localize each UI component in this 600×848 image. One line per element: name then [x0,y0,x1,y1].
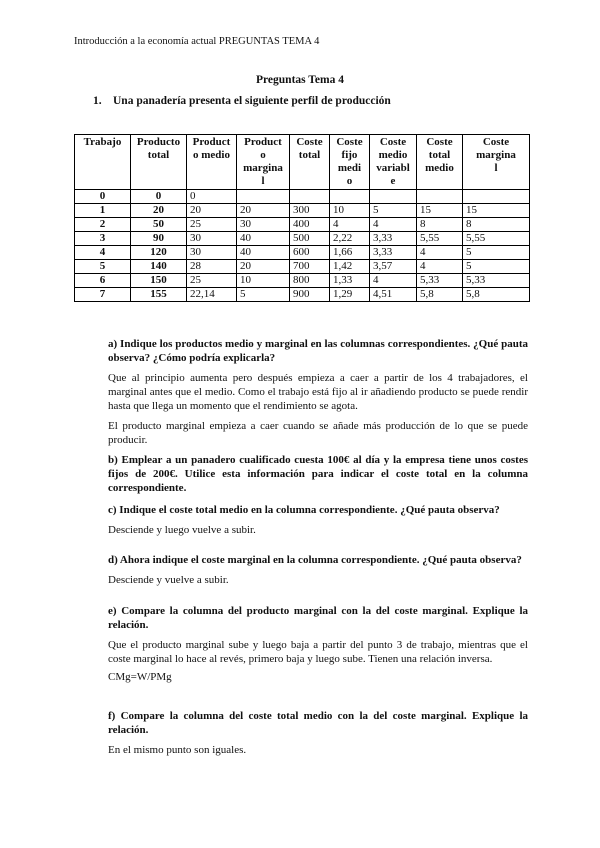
table-header-text: fijo [341,149,358,161]
table-header-text: Trabajo [83,136,122,148]
question-d [108,553,528,587]
table-cell: 1,33 [330,274,370,288]
question-e [108,604,528,684]
table-cell [330,190,370,204]
table-cell: 5,33 [463,274,530,288]
table-cell: 20 [187,204,237,218]
table-row [75,190,530,204]
table-cell: 800 [290,274,330,288]
table-cell: 5,55 [417,232,463,246]
question-1 [93,95,391,107]
table-cell: 20 [237,260,290,274]
table-cell: 4,51 [370,288,417,302]
table-cell: 4 [370,218,417,232]
table-cell: 1,29 [330,288,370,302]
table-header-cell [370,135,417,190]
table-header-text: Coste [296,136,323,148]
table-cell: 7 [75,288,131,302]
table-header-row [75,135,530,190]
table-cell: 20 [237,204,290,218]
table-cell: 4 [370,274,417,288]
table-header-text: medio [378,149,408,161]
table-row [75,232,530,246]
question-f [108,709,528,757]
table-cell: 5 [463,260,530,274]
table-cell: 8 [463,218,530,232]
table-header-text: l [494,162,498,174]
table-header-text: Coste [426,136,453,148]
table-cell: 5,55 [463,232,530,246]
table-row [75,260,530,274]
table-cell [370,190,417,204]
table-cell: 20 [131,204,187,218]
table-header-text: medio [425,162,454,174]
question-f-prompt: f) Compare la columna del coste total medio con la del coste marginal. Explique la relación. [108,710,528,736]
table-header-text: o [346,175,353,187]
table-cell: 1,66 [330,246,370,260]
table-cell: 40 [237,232,290,246]
table-cell: 0 [75,190,131,204]
table-cell: 155 [131,288,187,302]
table-cell: 10 [330,204,370,218]
production-table [74,134,530,302]
table-cell: 4 [75,246,131,260]
table-row [75,274,530,288]
question-b-prompt: b) Emplear a un panadero cualificado cuesta 100€ al día y la empresa tiene unos costes fijos de 200€. Utilice esta información para indicar el coste total en la columna correspondiente. [108,454,528,494]
table-header-text: Coste [379,136,407,148]
table-row [75,288,530,302]
table-cell: 6 [75,274,131,288]
table-header-text: medi [337,162,362,174]
table-cell: 400 [290,218,330,232]
table-header-text: total [147,149,170,161]
table-cell: 4 [330,218,370,232]
table-row [75,218,530,232]
question-d-answer: Desciende y vuelve a subir. [108,574,229,586]
table-header-text: l [261,175,265,187]
table-header-text: total [298,149,321,161]
question-1-text: Una panadería presenta el siguiente perfil de producción [113,95,391,107]
question-d-prompt: d) Ahora indique el coste marginal en la columna correspondiente. ¿Qué pauta observa? [108,554,522,566]
table-cell: 600 [290,246,330,260]
table-cell [290,190,330,204]
running-header: Introducción a la economía actual PREGUNTAS TEMA 4 [74,36,320,47]
table-cell: 300 [290,204,330,218]
table-header-cell [330,135,370,190]
page-title: Preguntas Tema 4 [256,74,344,86]
table-cell: 40 [237,246,290,260]
table-header-text: o [260,149,266,161]
table-header-text: Coste [336,136,363,148]
table-header-cell [75,135,131,190]
table-cell: 5 [75,260,131,274]
table-cell: 1,42 [330,260,370,274]
table-cell [237,190,290,204]
table-cell: 90 [131,232,187,246]
table-cell: 3,33 [370,232,417,246]
table-cell: 2,22 [330,232,370,246]
table-cell: 3,57 [370,260,417,274]
table-cell: 500 [290,232,330,246]
table-cell: 140 [131,260,187,274]
table-cell: 120 [131,246,187,260]
question-c-prompt: c) Indique el coste total medio en la columna correspondiente. ¿Qué pauta observa? [108,504,500,516]
table-cell: 15 [417,204,463,218]
table-cell: 25 [187,218,237,232]
table-cell: 0 [131,190,187,204]
question-a-answer-2: El producto marginal empieza a caer cuando se añade más producción de lo que se puede producir. [108,420,528,446]
question-1-number: 1. [93,95,102,107]
question-e-answer-1: Que el producto marginal sube y luego baja a partir del punto 3 de trabajo, mientras que el coste marginal lo hace al revés, primero baja y luego sube. Tienen una relación inversa. [108,639,528,665]
table-header-text: Product [244,136,282,148]
table-header-cell [237,135,290,190]
table-header-cell [417,135,463,190]
table-cell: 2 [75,218,131,232]
table-header-text: margina [243,162,283,174]
table-header-cell [290,135,330,190]
table-row [75,246,530,260]
table-header-text: margina [476,149,516,161]
table-header-text: e [390,175,396,187]
table-cell: 700 [290,260,330,274]
table-cell: 28 [187,260,237,274]
question-c-answer: Desciende y luego vuelve a subir. [108,524,256,536]
table-cell: 30 [187,232,237,246]
question-b [108,453,528,495]
table-cell: 0 [187,190,237,204]
table-row [75,204,530,218]
question-e-prompt: e) Compare la columna del producto marginal con la del coste marginal. Explique la relación. [108,605,528,631]
table-cell [417,190,463,204]
question-a-prompt: a) Indique los productos medio y marginal en las columnas correspondientes. ¿Qué pauta observa? ¿Cómo podría explicarla? [108,338,528,364]
table-cell: 3,33 [370,246,417,260]
table-cell: 1 [75,204,131,218]
table-cell: 22,14 [187,288,237,302]
table-header-cell [463,135,530,190]
table-cell: 900 [290,288,330,302]
table-cell: 5,33 [417,274,463,288]
table-cell: 10 [237,274,290,288]
table-cell: 15 [463,204,530,218]
table-cell: 4 [417,246,463,260]
table-cell [463,190,530,204]
table-cell: 30 [187,246,237,260]
table-cell: 5 [237,288,290,302]
table-cell: 5 [370,204,417,218]
table-cell: 50 [131,218,187,232]
question-e-answer-2: CMg=W/PMg [108,671,172,683]
question-f-answer: En el mismo punto son iguales. [108,744,247,756]
table-cell: 8 [417,218,463,232]
table-cell: 150 [131,274,187,288]
table-header-text: o medio [193,149,230,161]
table-header-cell [131,135,187,190]
table-cell: 3 [75,232,131,246]
table-cell: 25 [187,274,237,288]
table-header-text: Coste [482,136,510,148]
question-a [108,337,528,447]
table-header-cell [187,135,237,190]
table-header-text: total [428,149,451,161]
table-cell: 4 [417,260,463,274]
question-a-answer-1: Que al principio aumenta pero después empieza a caer a partir de los 4 trabajadores, el marginal antes que el medio. Como el trabajo está fijo al ir añadiendo producto se puede rendir hasta que llega un momento que el rendimiento se agota. [108,372,528,412]
table-cell: 5,8 [463,288,530,302]
table-header-text: variabl [376,162,410,174]
table-cell: 30 [237,218,290,232]
table-body [75,190,530,302]
table-cell: 5,8 [417,288,463,302]
table-cell: 5 [463,246,530,260]
table-header-text: Producto [136,136,181,148]
question-c [108,503,528,537]
table-header-text: Product [192,136,231,148]
